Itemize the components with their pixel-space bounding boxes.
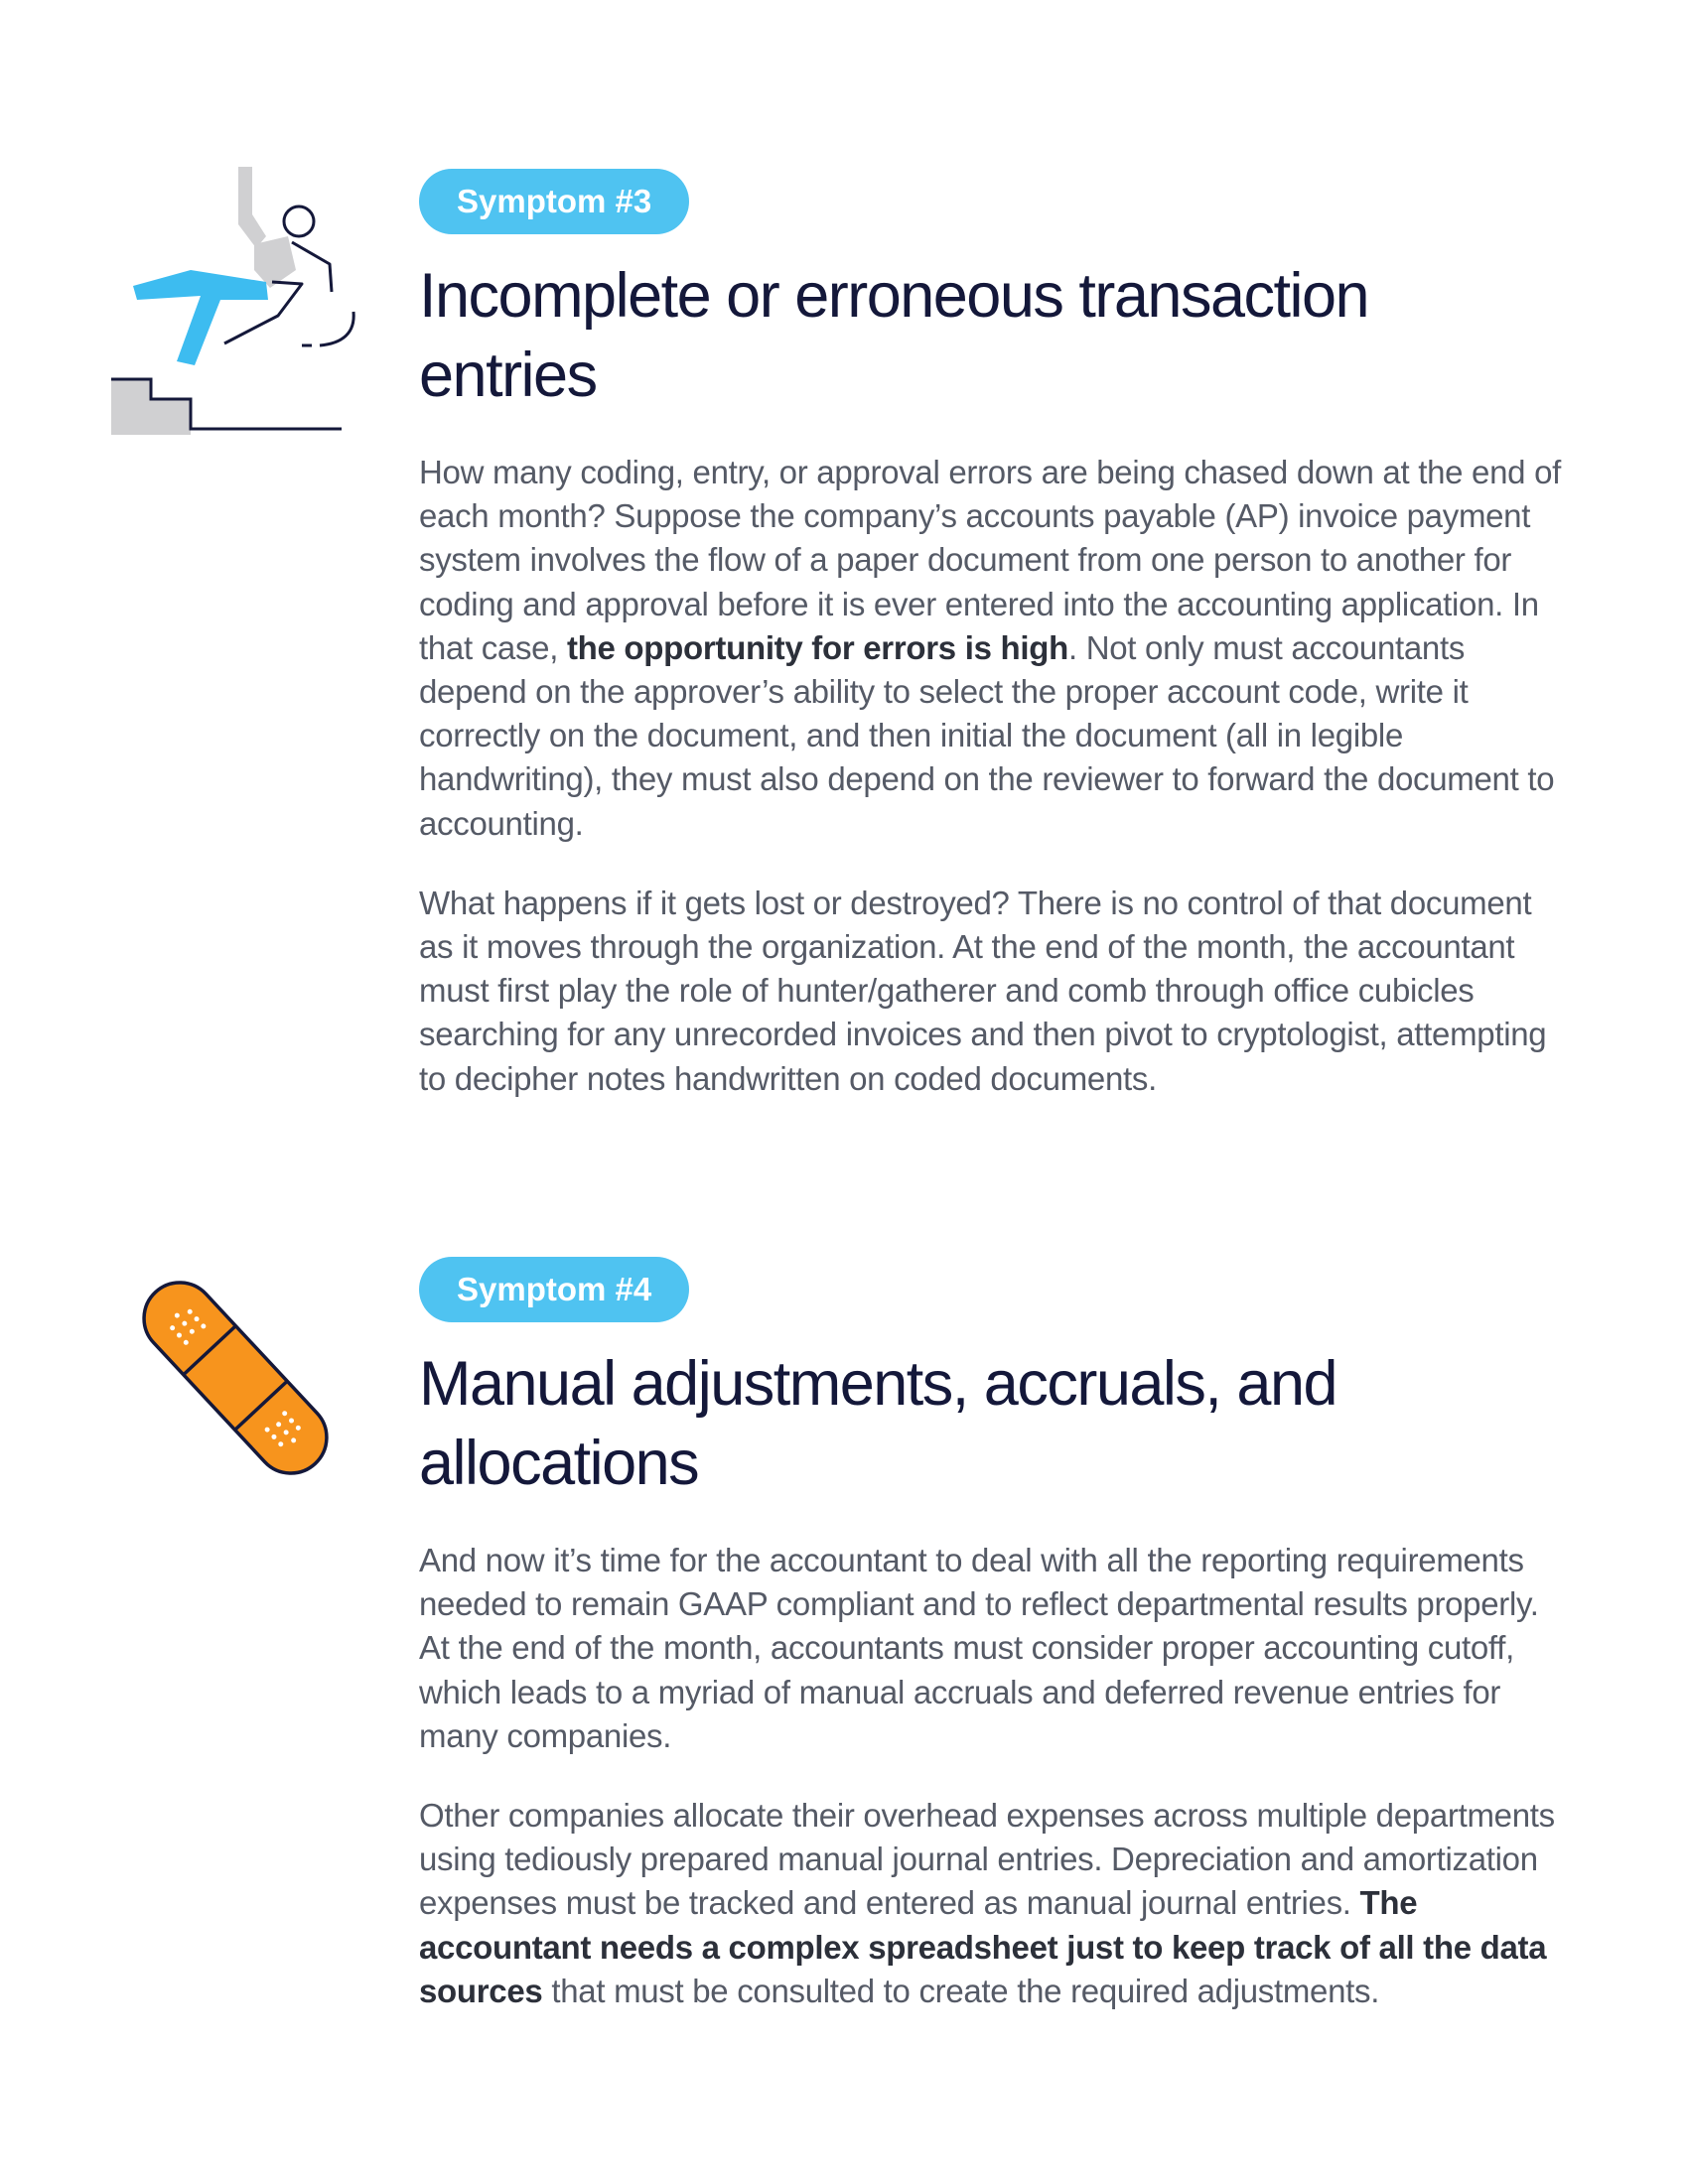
bandage-icon: [131, 1269, 340, 1487]
bold-emphasis: the opportunity for errors is high: [566, 628, 1068, 666]
symptom-4-badge: Symptom #4: [419, 1257, 689, 1322]
symptom-3-section: [419, 169, 1591, 1101]
symptom-3-paragraph-2: What happens if it gets lost or destroyed? There is no control of that document as it moves through the organization. At the end of the month, the accountant must first play the role of hunter/gatherer and comb through office cubicles searching for any unrecorded invoices and then pivot to cryptologist, attempting to decipher notes handwritten on coded documents.: [419, 884, 1547, 1097]
symptom-4-paragraph-2: [419, 1794, 1561, 2013]
symptom-4-title: Manual adjustments, accruals, and allocations: [419, 1349, 1337, 1498]
bold-emphasis: The accountant needs a complex spreadsheet just to keep track of all the data sources: [419, 1884, 1547, 2009]
symptom-4-paragraph-1: And now it’s time for the accountant to deal with all the reporting requirements needed to remain GAAP compliant and to reflect departmental results properly. At the end of the month, accountants must consider proper accounting cutoff, which leads to a myriad of manual accruals and deferred revenue entries for many companies.: [419, 1542, 1539, 1754]
symptom-3-title: Incomplete or erroneous transaction entries: [419, 261, 1369, 410]
symptom-3-paragraph-1: [419, 451, 1561, 846]
falling-person-icon: [107, 167, 360, 437]
text-run: Other companies allocate their overhead expenses across multiple departments using tediously prepared manual journal entries. Depreciation and amortization expenses must be tracked and entered as manual journal entries.: [419, 1797, 1555, 1922]
symptom-4-section: [419, 1257, 1591, 2013]
text-run: . Not only must accountants depend on the approver’s ability to select the proper account code, write it correctly on the document, and then initial the document (all in legible handwriting), they must also depend on the reviewer to forward the document to accounting.: [419, 628, 1555, 842]
text-run: How many coding, entry, or approval errors are being chased down at the end of each month? Suppose the company’s accounts payable (AP) invoice payment system involves the flow of a paper document from one person to another for coding and approval before it is ever entered into the accounting application. In that case,: [419, 454, 1561, 666]
text-run: that must be consulted to create the required adjustments.: [542, 1972, 1380, 2009]
symptom-3-badge: Symptom #3: [419, 169, 689, 234]
